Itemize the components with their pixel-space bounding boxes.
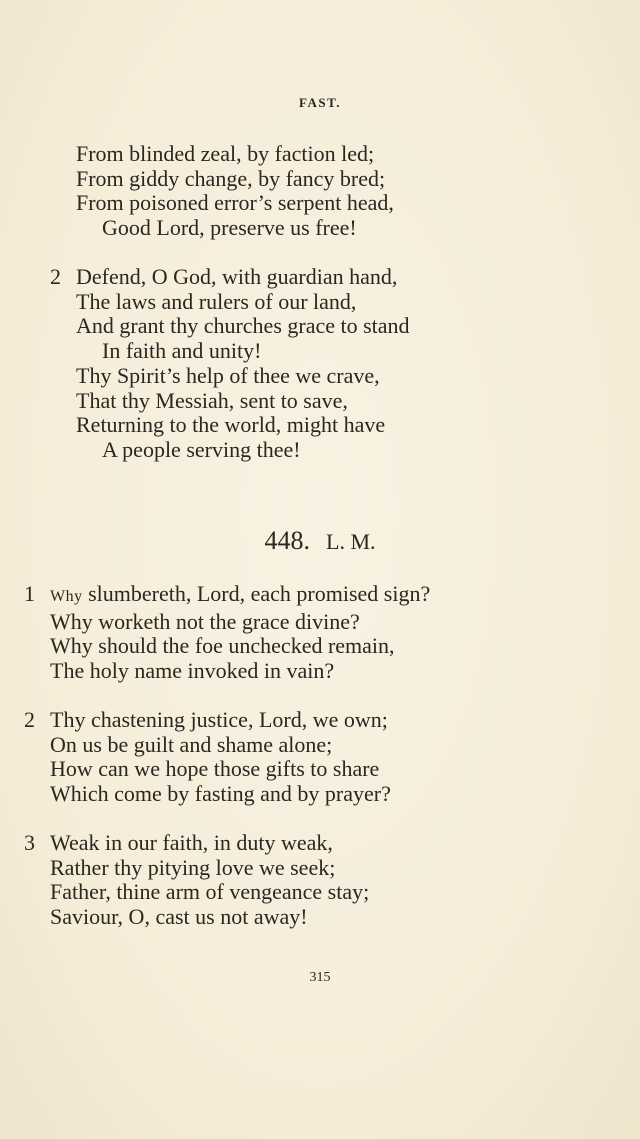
verse-line: The laws and rulers of our land,	[76, 288, 357, 314]
verse-line: From blinded zeal, by faction led;	[76, 141, 375, 166]
verse-line: In faith and unity!	[102, 338, 262, 364]
verse-line: From poisoned error’s serpent head,	[76, 190, 394, 216]
stanza	[50, 582, 430, 684]
verse-line: Thy Spirit’s help of thee we crave,	[76, 362, 380, 388]
verse-line: Defend, O God, with guardian hand,	[76, 264, 398, 289]
verse-line: Which come by fasting and by prayer?	[50, 781, 391, 807]
continuation-stanza	[76, 142, 394, 241]
first-line-rest: slumbereth, Lord, each promised sign?	[82, 581, 431, 606]
verse-line: And grant thy churches grace to stand	[76, 313, 410, 339]
verse-line: Returning to the world, might have	[76, 412, 386, 438]
stanza-number: 2	[50, 264, 61, 289]
hymn-meter: L. M.	[326, 529, 376, 554]
hymn-number: 448.	[264, 526, 310, 555]
verse-line: Rather thy pitying love we seek;	[50, 854, 336, 880]
verse-line: Father, thine arm of vengeance stay;	[50, 879, 370, 905]
stanza-number: 1	[24, 581, 35, 606]
first-word-small-caps: Why	[50, 588, 83, 605]
verse-line: Weak in our faith, in duty weak,	[50, 830, 333, 855]
running-head: FAST.	[298, 95, 342, 110]
verse-line: The holy name invoked in vain?	[50, 658, 335, 684]
hymn-heading	[0, 526, 640, 556]
verse-line: How can we hope those gifts to share	[50, 756, 380, 782]
verse-line: That thy Messiah, sent to save,	[76, 387, 348, 413]
stanza-number: 3	[24, 830, 35, 855]
stanza-number: 2	[24, 707, 35, 732]
verse-line: Why worketh not the grace divine?	[50, 608, 360, 634]
verse-line	[50, 582, 430, 610]
verse-line: Good Lord, preserve us free!	[102, 215, 357, 241]
verse-line: Saviour, O, cast us not away!	[50, 904, 308, 930]
verse-line: On us be guilt and shame alone;	[50, 731, 333, 757]
verse-line: A people serving thee!	[102, 436, 301, 462]
verse-line: From giddy change, by fancy bred;	[76, 165, 386, 191]
verse-line: Thy chastening justice, Lord, we own;	[50, 707, 388, 732]
stanza	[50, 831, 369, 930]
page-number: 315	[309, 970, 331, 985]
stanza	[76, 265, 410, 463]
stanza	[50, 708, 391, 807]
verse-line: Why should the foe unchecked remain,	[50, 633, 395, 659]
